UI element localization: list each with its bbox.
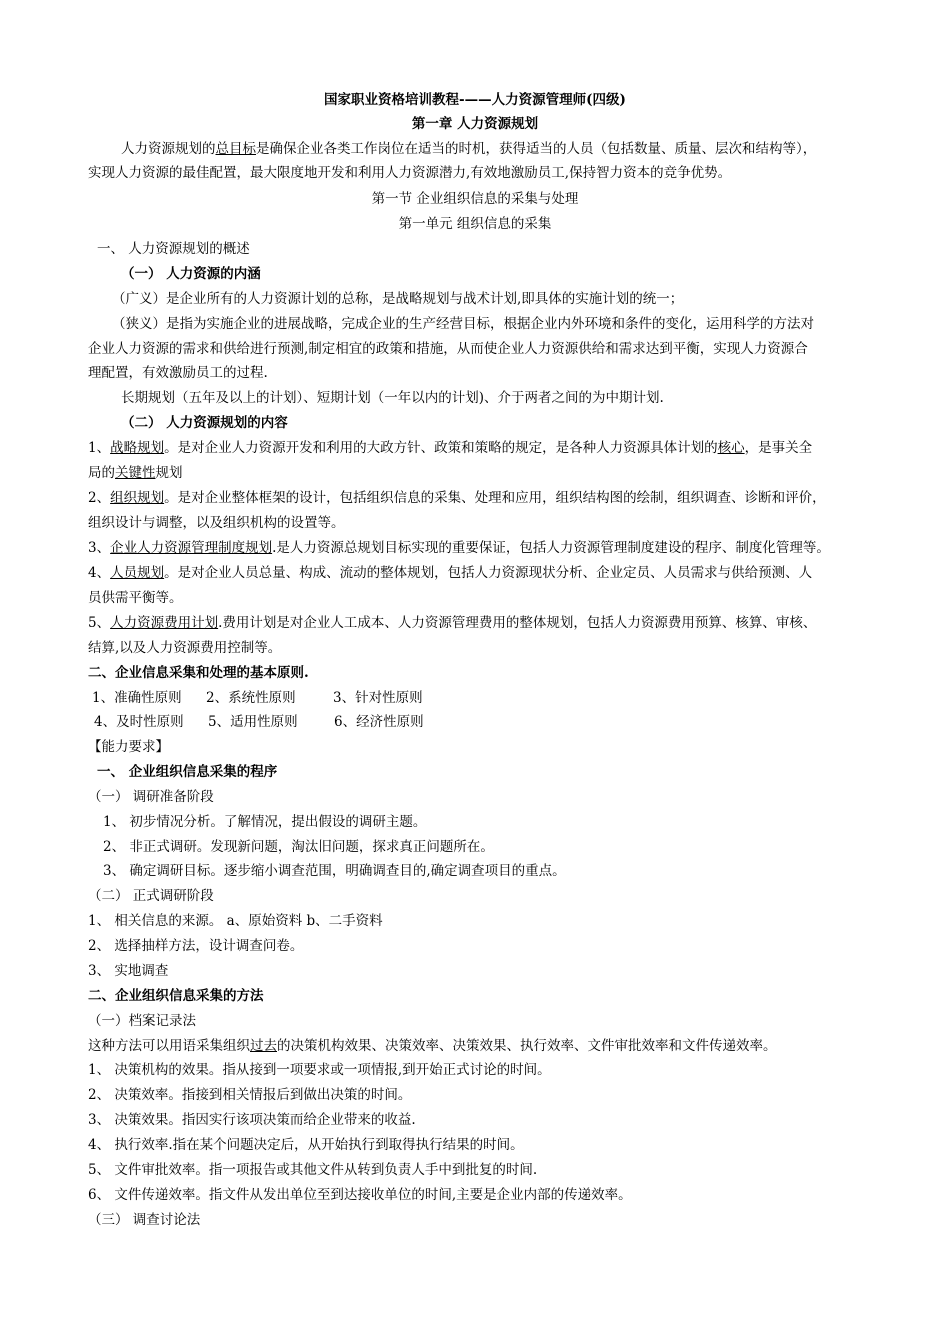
unit-heading: 第一单元 组织信息的采集 bbox=[398, 216, 552, 232]
underlined-term: 总目标 bbox=[215, 141, 256, 157]
method-survey-discussion: （三） 调查讨论法 bbox=[88, 1212, 201, 1228]
content-item-1-cont: 局的关键性规划 bbox=[88, 465, 183, 481]
intro-line-1: 人力资源规划的总目标是确保企业各类工作岗位在适当的时机，获得适当的人员（包括数量、质量、层次和结构等）， bbox=[121, 141, 817, 157]
content-item-4: 4、人员规划。是对企业人员总量、构成、流动的整体规划，包括人力资源现状分析、企业定员、人员需求与供给预测、人 bbox=[88, 565, 813, 581]
intro-line-2: 实现人力资源的最佳配置，最大限度地开发和利用人力资源潜力,有效地激励员工,保持智力资本的竞争优势。 bbox=[88, 165, 732, 181]
method-item-6: 6、 文件传递效率。指文件从发出单位至到达接收单位的时间,主要是企业内部的传递效率。 bbox=[88, 1187, 632, 1203]
content-item-3: 3、企业人力资源管理制度规划.是人力资源总规划目标实现的重要保证，包括人力资源管理制度建设的程序、制度化管理等。 bbox=[88, 540, 830, 556]
principle: 3、针对性原则 bbox=[333, 690, 423, 706]
method-item-2: 2、 决策效率。指接到相关情报后到做出决策的时间。 bbox=[88, 1087, 412, 1103]
principle: 1、准确性原则 bbox=[92, 690, 182, 706]
planning-terms: 长期规划（五年及以上的计划）、短期计划（一年以内的计划)、介于两者之间的为中期计划. bbox=[121, 390, 664, 406]
stage-formal: （二） 正式调研阶段 bbox=[88, 888, 214, 904]
content-item-5: 5、人力资源费用计划.费用计划是对企业人工成本、人力资源管理费用的整体规划，包括人力资源费用预算、核算、审核、 bbox=[88, 615, 817, 631]
stage-preparation: （一） 调研准备阶段 bbox=[88, 789, 214, 805]
stage-formal-item-1: 1、 相关信息的来源。 a、原始资料 b、二手资料 bbox=[88, 913, 383, 929]
principle: 2、系统性原则 bbox=[206, 690, 296, 706]
content-item-2: 2、组织规划。是对企业整体框架的设计，包括组织信息的采集、处理和应用，组织结构图的绘制，组织调查、诊断和评价， bbox=[88, 490, 826, 506]
principle: 4、及时性原则 bbox=[94, 714, 184, 730]
method-item-5: 5、 文件审批效率。指一项报告或其他文件从转到负责人手中到批复的时间. bbox=[88, 1162, 538, 1178]
stage-preparation-item-1: 1、 初步情况分析。了解情况，提出假设的调研主题。 bbox=[103, 814, 427, 830]
content-item-2-cont: 组织设计与调整，以及组织机构的设置等。 bbox=[88, 515, 345, 531]
content-item-5-cont: 结算,以及人力资源费用控制等。 bbox=[88, 640, 282, 656]
heading-collection-methods: 二、企业组织信息采集的方法 bbox=[88, 988, 264, 1004]
method-archive-description: 这种方法可以用语采集组织过去的决策机构效果、决策效率、决策效果、执行效率、文件审批效率和文件传递效率。 bbox=[88, 1038, 777, 1054]
document-title: 国家职业资格培训教程-——人力资源管理师(四级) bbox=[324, 92, 626, 108]
broad-definition: （广义）是企业所有的人力资源计划的总称，是战略规划与战术计划,即具体的实施计划的统一； bbox=[112, 291, 684, 307]
method-item-1: 1、 决策机构的效果。指从接到一项要求或一项情报,到开始正式讨论的时间。 bbox=[88, 1062, 551, 1078]
narrow-definition-line-1: （狭义）是指为实施企业的进展战略，完成企业的生产经营目标，根据企业内外环境和条件的变化，运用科学的方法对 bbox=[112, 316, 814, 332]
method-archive-records: （一）档案记录法 bbox=[88, 1013, 196, 1029]
heading-collection-procedure: 一、 企业组织信息采集的程序 bbox=[97, 764, 278, 780]
content-item-4-cont: 员供需平衡等。 bbox=[88, 590, 183, 606]
subheading-content: （二） 人力资源规划的内容 bbox=[121, 415, 288, 431]
stage-preparation-item-2: 2、 非正式调研。发现新问题，淘汰旧问题，探求真正问题所在。 bbox=[103, 839, 494, 855]
method-item-4: 4、 执行效率.指在某个问题决定后，从开始执行到取得执行结果的时间。 bbox=[88, 1137, 524, 1153]
principles-row-2 bbox=[94, 713, 424, 731]
chapter-heading: 第一章 人力资源规划 bbox=[411, 116, 539, 132]
stage-formal-item-2: 2、 选择抽样方法，设计调查问卷。 bbox=[88, 938, 304, 954]
narrow-definition-line-3: 理配置，有效激励员工的过程. bbox=[88, 365, 268, 381]
principles-row-1 bbox=[92, 689, 423, 707]
section-heading: 第一节 企业组织信息的采集与处理 bbox=[371, 191, 579, 207]
heading-principles: 二、企业信息采集和处理的基本原则. bbox=[88, 665, 309, 681]
stage-preparation-item-3: 3、 确定调研目标。逐步缩小调查范围，明确调查目的,确定调查项目的重点。 bbox=[103, 863, 566, 879]
heading-overview: 一、 人力资源规划的概述 bbox=[97, 241, 250, 257]
method-item-3: 3、 决策效果。指因实行该项决策而给企业带来的收益. bbox=[88, 1112, 416, 1128]
principle: 6、经济性原则 bbox=[334, 714, 424, 730]
principle: 5、适用性原则 bbox=[208, 714, 298, 730]
content-item-1: 1、战略规划。是对企业人力资源开发和利用的大政方针、政策和策略的规定，是各种人力资源具体计划的核心，是事关全 bbox=[88, 440, 813, 456]
stage-formal-item-3: 3、 实地调查 bbox=[88, 963, 169, 979]
narrow-definition-line-2: 企业人力资源的需求和供给进行预测,制定相宜的政策和措施，从而使企业人力资源供给和需求达到平衡，实现人力资源合 bbox=[88, 341, 808, 357]
subheading-connotation: （一） 人力资源的内涵 bbox=[121, 266, 261, 282]
ability-requirement-label: 【能力要求】 bbox=[88, 739, 169, 755]
